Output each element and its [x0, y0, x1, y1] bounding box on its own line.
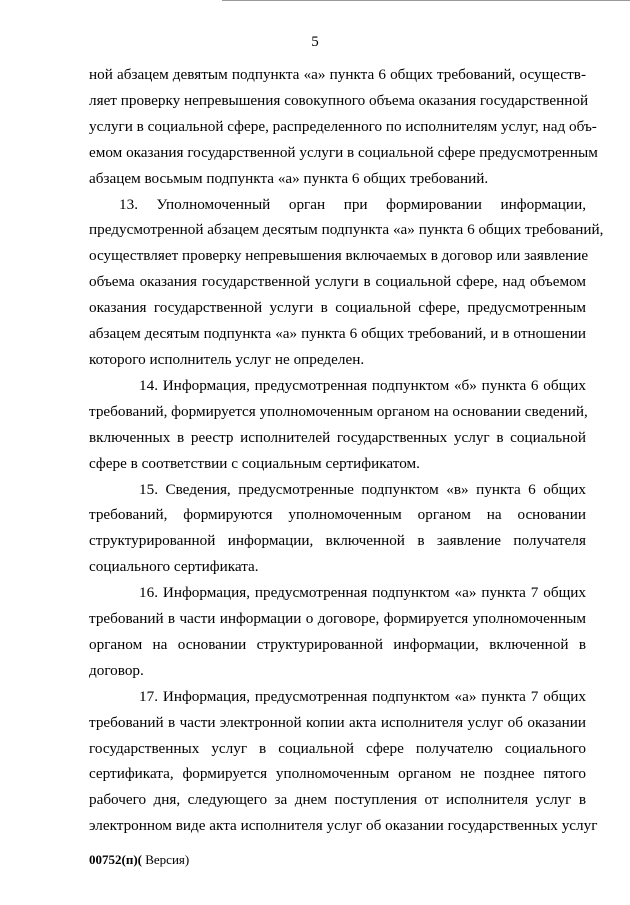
text-line: предусмотренной абзацем десятым подпункта «а» пункта 6 общих требований, — [89, 221, 604, 239]
text-line: емом оказания государственной услуги в социальной сфере предусмотренным — [89, 143, 598, 161]
text-line: социального сертификата. — [89, 558, 259, 576]
text-line: 14. Информация, предусмотренная подпунктом «б» пункта 6 общих — [139, 376, 586, 394]
text-line: 16. Информация, предусмотренная подпунктом «а» пункта 7 общих — [139, 584, 586, 602]
text-line: ляет проверку непревышения совокупного объема оказания государственной — [89, 91, 589, 109]
document-version: Версия) — [141, 852, 190, 867]
text-line: договор. — [89, 661, 144, 679]
text-line: структурированной информации, включенной в заявление получателя — [89, 532, 586, 550]
paragraph-continuation — [89, 62, 598, 192]
text-line: электронном виде акта исполнителя услуг об оказании государственных услуг — [89, 817, 598, 835]
text-line: которого исполнитель услуг не определен. — [89, 350, 365, 368]
text-line: сфере в соответствии с социальным сертификатом. — [89, 454, 420, 472]
paragraph-17 — [89, 684, 598, 839]
text-line: требований в части информации о договоре, формируется уполномоченным — [89, 610, 586, 628]
paragraph-15 — [89, 477, 586, 581]
paragraph-13 — [89, 192, 604, 373]
text-line: сертификата, формируется уполномоченным органом не позднее пятого — [89, 765, 586, 783]
text-line: 17. Информация, предусмотренная подпунктом «а» пункта 7 общих — [139, 687, 586, 705]
text-line: 13. Уполномоченный орган при формировании информации, — [119, 195, 586, 213]
document-code: 00752(п)( — [89, 852, 142, 867]
text-line: органом на основании структурированной информации, включенной в — [89, 635, 586, 653]
paragraph-14 — [89, 373, 586, 477]
text-line: оказания государственной услуги в социальной сфере, предусмотренным — [89, 299, 586, 317]
text-line: ной абзацем девятым подпункта «а» пункта 6 общих требований, осуществ- — [89, 66, 586, 83]
text-line: требований, формируются уполномоченным органом на основании — [89, 506, 586, 524]
text-line: услуги в социальной сфере, распределенного по исполнителям услуг, над объ- — [89, 117, 597, 135]
text-line: включенных в реестр исполнителей государственных услуг в социальной — [89, 428, 586, 446]
text-line: 15. Сведения, предусмотренные подпунктом «в» пункта 6 общих — [139, 480, 586, 498]
text-line: рабочего дня, следующего за днем поступления от исполнителя услуг в — [89, 791, 586, 809]
text-line: государственных услуг в социальной сфере получателю социального — [89, 739, 586, 757]
text-line: объема оказания государственной услуги в социальной сфере, над объемом — [89, 273, 586, 291]
text-line: требований, формируется уполномоченным органом на основании сведений, — [89, 402, 588, 420]
document-body — [89, 62, 604, 839]
text-line: требований в части электронной копии акта исполнителя услуг об оказании — [89, 713, 586, 731]
top-rule — [222, 0, 630, 1]
page-number: 5 — [311, 34, 319, 50]
text-line: осуществляет проверку непревышения включаемых в договор или заявление — [89, 247, 589, 265]
text-line: абзацем десятым подпункта «а» пункта 6 общих требований, и в отношении — [89, 325, 586, 343]
document-footer — [89, 852, 189, 868]
text-line: абзацем восьмым подпункта «а» пункта 6 общих требований. — [89, 169, 489, 187]
paragraph-16 — [89, 580, 586, 684]
